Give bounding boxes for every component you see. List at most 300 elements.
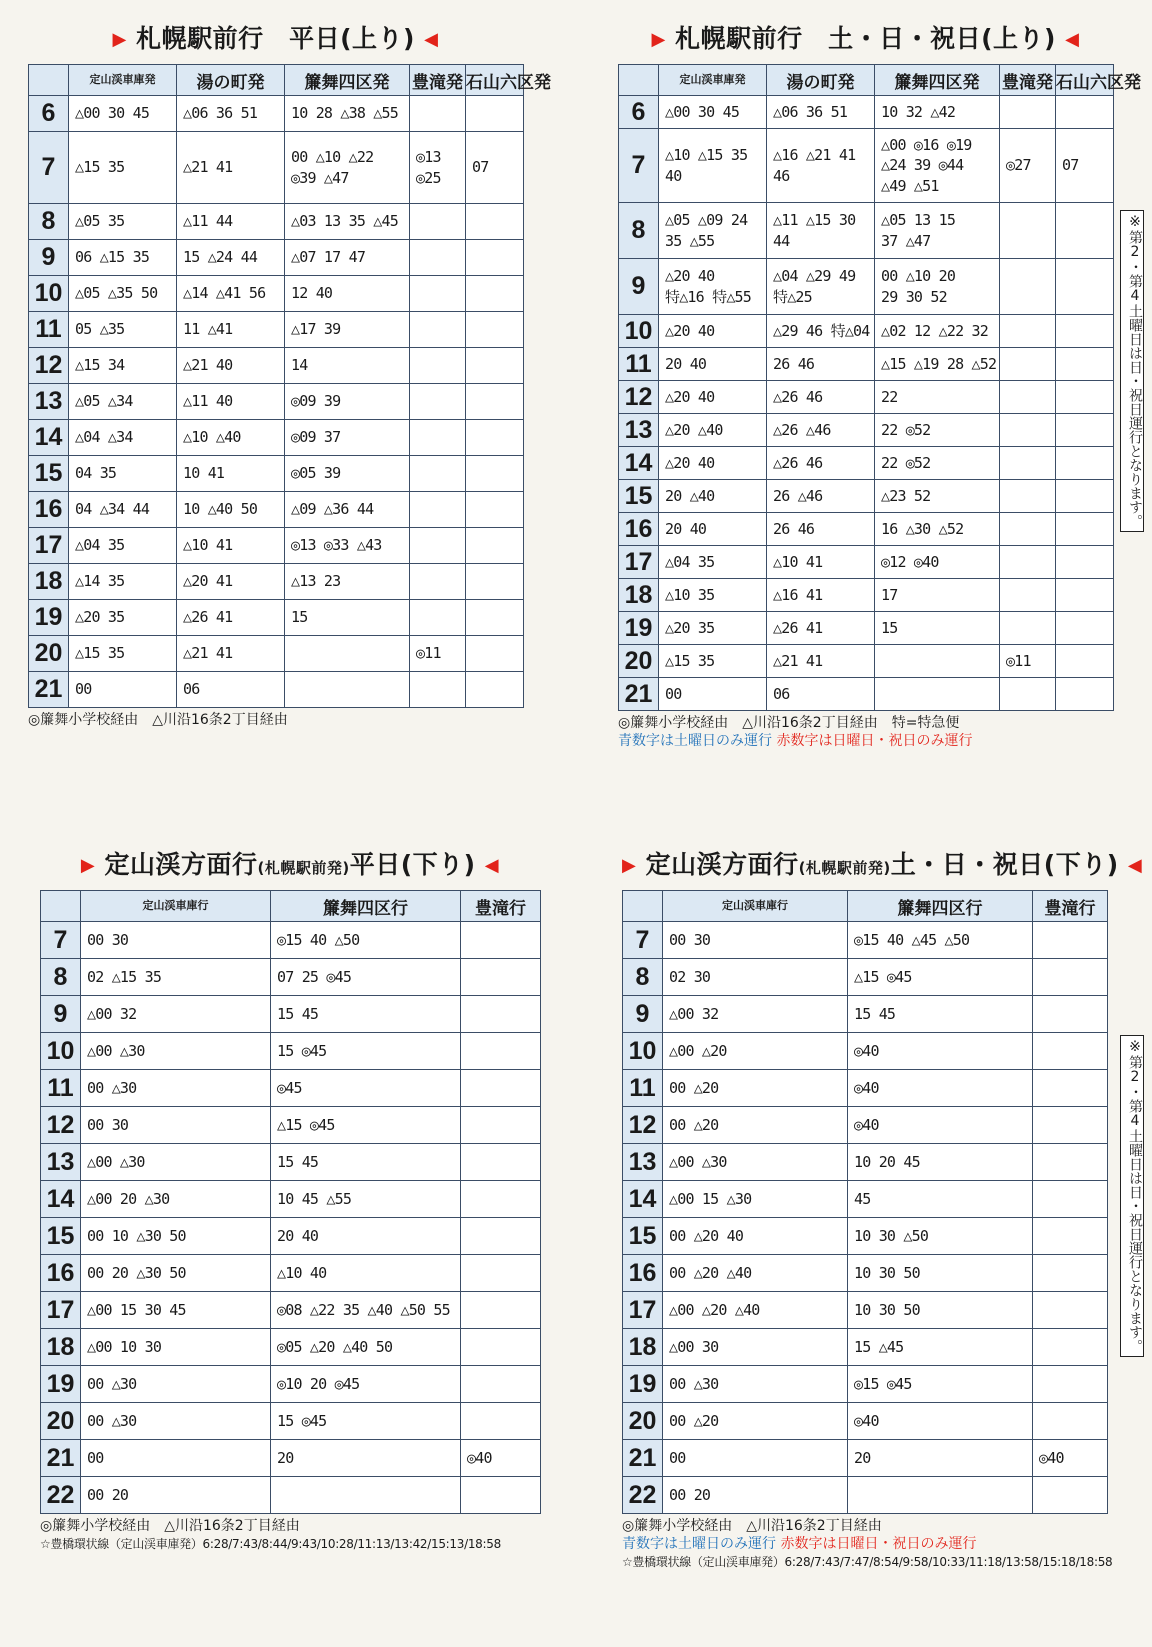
table-row [619,259,1114,315]
column-header: 簾舞四区行 [271,891,461,922]
time-cell: 06 [767,678,875,711]
time-cell: △00 15 △30 [663,1181,848,1218]
hour-cell: 17 [619,546,659,579]
time-cell [466,240,524,276]
time-cell: 20 40 [659,513,767,546]
table-row [41,1144,541,1181]
time-cell: △10 41 [767,546,875,579]
time-cell [466,636,524,672]
time-cell: 00 [663,1440,848,1477]
time-cell: 00 △20 [663,1107,848,1144]
time-cell: △10 △15 35 40 [659,129,767,203]
time-cell [1056,259,1114,315]
time-cell: △20 41 [177,564,285,600]
time-cell: 02 30 [663,959,848,996]
time-cell: △00 △30 [81,1033,271,1070]
time-cell [1056,348,1114,381]
time-cell [1033,1181,1108,1218]
time-cell: △14 35 [69,564,177,600]
time-cell: 20 △40 [659,480,767,513]
time-cell [1000,612,1056,645]
timetable [28,64,551,708]
table-row [619,315,1114,348]
time-cell: △15 ◎45 [848,959,1033,996]
time-cell: 26 46 [767,348,875,381]
table-row [619,129,1114,203]
time-cell: 00 [69,672,177,708]
table-row [29,564,524,600]
table-row [619,381,1114,414]
hour-cell: 19 [41,1366,81,1403]
hour-cell: 20 [619,645,659,678]
table-row [29,276,524,312]
hour-cell: 15 [623,1218,663,1255]
table-row [41,1477,541,1514]
time-cell [461,1144,541,1181]
hour-cell: 18 [29,564,69,600]
time-cell: △10 △40 [177,420,285,456]
time-cell [466,672,524,708]
time-cell: 00 20 △30 50 [81,1255,271,1292]
table-row [619,513,1114,546]
table-row [41,996,541,1033]
time-cell [1033,1403,1108,1440]
table-row [29,384,524,420]
time-cell [1000,513,1056,546]
hour-cell: 19 [29,600,69,636]
hour-cell: 15 [29,456,69,492]
time-cell [1056,96,1114,129]
time-cell: 22 [875,381,1000,414]
time-cell: △15 35 [659,645,767,678]
hour-cell: 9 [41,996,81,1033]
time-cell: △21 41 [767,645,875,678]
time-cell [466,384,524,420]
time-cell [461,1033,541,1070]
time-cell [1056,579,1114,612]
time-cell: 15 ◎45 [271,1403,461,1440]
time-cell [410,672,466,708]
time-cell: △26 46 [767,381,875,414]
time-cell [1056,447,1114,480]
hour-cell: 7 [29,132,69,204]
hour-cell: 6 [619,96,659,129]
panel-title: ▶ 札幌駅前行 平日(上り) ◀ [112,24,439,53]
time-cell: △04 △34 [69,420,177,456]
hour-cell: 12 [623,1107,663,1144]
time-cell [461,922,541,959]
time-cell [466,492,524,528]
time-cell [461,1329,541,1366]
legend: ◎簾舞小学校経由 △川沿16条2丁目経由 [40,1518,300,1534]
time-cell: 00 △30 [81,1403,271,1440]
legend: ◎簾舞小学校経由 △川沿16条2丁目経由 [28,712,288,728]
table-row [29,672,524,708]
time-cell [410,528,466,564]
time-cell: △00 10 30 [81,1329,271,1366]
table-row [623,1366,1108,1403]
time-cell: 17 [875,579,1000,612]
time-cell [466,528,524,564]
table-row [623,1477,1108,1514]
time-cell: 26 46 [767,513,875,546]
table-row [623,1292,1108,1329]
time-cell [1000,447,1056,480]
time-cell [410,276,466,312]
table-row [623,1033,1108,1070]
time-cell: 00 30 [663,922,848,959]
time-cell: 00 △10 20 29 30 52 [875,259,1000,315]
time-cell: 00 10 △30 50 [81,1218,271,1255]
hour-cell: 9 [619,259,659,315]
time-cell: △03 13 35 △45 [285,204,410,240]
time-cell [466,564,524,600]
time-cell: 00 △10 △22 ◎39 △47 [285,132,410,204]
hour-cell: 15 [41,1218,81,1255]
time-cell: 00 △30 [663,1366,848,1403]
time-cell [410,348,466,384]
time-cell: ◎08 △22 35 △40 △50 55 [271,1292,461,1329]
time-cell [1000,480,1056,513]
time-cell: 06 [177,672,285,708]
time-cell: △11 40 [177,384,285,420]
time-cell: △00 30 45 [659,96,767,129]
time-cell [1056,315,1114,348]
table-row [623,922,1108,959]
column-header: 定山渓車庫行 [663,891,848,922]
table-row [29,420,524,456]
time-cell: 26 △46 [767,480,875,513]
color-legend: 青数字は土曜日のみ運行 赤数字は日曜日・祝日のみ運行 [618,733,973,749]
hour-cell: 20 [29,636,69,672]
table-row [623,1218,1108,1255]
column-header: 簾舞四区発 [875,65,1000,96]
hour-cell: 11 [623,1070,663,1107]
time-cell: 10 △40 50 [177,492,285,528]
triangle-left-icon: ◀ [424,29,439,50]
time-cell [410,240,466,276]
time-cell: △26 46 [767,447,875,480]
table-row [41,1292,541,1329]
legend: ◎簾舞小学校経由 △川沿16条2丁目経由 [622,1518,882,1534]
time-cell: ◎40 [848,1403,1033,1440]
time-cell [461,959,541,996]
time-cell: △21 40 [177,348,285,384]
time-cell [1033,922,1108,959]
time-cell: △20 40 [659,381,767,414]
hour-cell: 6 [29,96,69,132]
time-cell: 11 △41 [177,312,285,348]
time-cell: △04 35 [69,528,177,564]
time-cell [1033,1218,1108,1255]
hour-cell: 17 [41,1292,81,1329]
time-cell: ◎13 ◎25 [410,132,466,204]
time-cell [1056,645,1114,678]
hour-cell: 13 [29,384,69,420]
time-cell [410,420,466,456]
time-cell: △04 35 [659,546,767,579]
time-cell: △16 41 [767,579,875,612]
time-cell: △20 40 [659,447,767,480]
time-cell [1056,414,1114,447]
table-row [41,1255,541,1292]
time-cell: 00 20 [81,1477,271,1514]
hour-cell: 12 [41,1107,81,1144]
table-row [41,1218,541,1255]
table-row [623,1440,1108,1477]
column-header: 豊滝発 [1000,65,1056,96]
time-cell: 10 30 50 [848,1255,1033,1292]
time-cell: 10 41 [177,456,285,492]
time-cell: △26 41 [767,612,875,645]
table-row [623,1144,1108,1181]
header-hour [623,891,663,922]
time-cell: 00 30 [81,1107,271,1144]
time-cell: △10 35 [659,579,767,612]
time-cell [466,204,524,240]
table-row [41,1403,541,1440]
time-cell: 20 40 [659,348,767,381]
hour-cell: 12 [619,381,659,414]
column-header: 簾舞四区発 [285,65,410,96]
time-cell: 07 25 ◎45 [271,959,461,996]
time-cell [466,96,524,132]
time-cell: ◎05 △20 △40 50 [271,1329,461,1366]
hour-cell: 10 [41,1033,81,1070]
hour-cell: 7 [623,922,663,959]
table-row [29,348,524,384]
time-cell [1056,203,1114,259]
table-row [623,1070,1108,1107]
time-cell: △10 41 [177,528,285,564]
time-cell: 22 ◎52 [875,414,1000,447]
time-cell: △00 20 △30 [81,1181,271,1218]
column-header: 定山渓車庫行 [81,891,271,922]
time-cell: 00 20 [663,1477,848,1514]
column-header: 湯の町発 [177,65,285,96]
hour-cell: 19 [619,612,659,645]
time-cell: ◎40 [461,1440,541,1477]
table-row [29,600,524,636]
time-cell: △20 35 [69,600,177,636]
panel-weekday-up [28,22,551,729]
time-cell [1033,1292,1108,1329]
hour-cell: 17 [29,528,69,564]
column-header: 豊滝行 [1033,891,1108,922]
column-header: 湯の町発 [767,65,875,96]
hour-cell: 8 [619,203,659,259]
time-cell: △05 △35 50 [69,276,177,312]
time-cell: 00 △20 [663,1070,848,1107]
hour-cell: 16 [29,492,69,528]
time-cell: △29 46 特△04 [767,315,875,348]
time-cell [466,348,524,384]
hour-cell: 20 [623,1403,663,1440]
time-cell: 00 △20 [663,1403,848,1440]
time-cell: ◎12 ◎40 [875,546,1000,579]
panel-title: ▶ 定山渓方面行(札幌駅前発)土・日・祝日(下り) ◀ [622,850,1143,879]
time-cell [461,1255,541,1292]
time-cell [285,672,410,708]
hour-cell: 9 [623,996,663,1033]
time-cell [1000,678,1056,711]
time-cell: 04 △34 44 [69,492,177,528]
triangle-left-icon: ◀ [1065,29,1080,50]
time-cell: 00 [81,1440,271,1477]
time-cell [1056,678,1114,711]
table-row [41,1070,541,1107]
time-cell: ◎15 ◎45 [848,1366,1033,1403]
time-cell [461,1292,541,1329]
triangle-right-icon: ▶ [622,855,637,876]
time-cell: 00 [659,678,767,711]
panel-title: ▶ 札幌駅前行 土・日・祝日(上り) ◀ [651,24,1080,53]
time-cell: △05 △34 [69,384,177,420]
hour-cell: 10 [619,315,659,348]
time-cell [410,384,466,420]
time-cell: △20 40 [659,315,767,348]
hour-cell: 18 [623,1329,663,1366]
table-row [619,96,1114,129]
time-cell [410,492,466,528]
time-cell: ◎10 20 ◎45 [271,1366,461,1403]
time-cell: 06 △15 35 [69,240,177,276]
saturday-note: ※第2・第4土曜日は日・祝日運行となります。 [1120,210,1144,532]
table-row [29,132,524,204]
time-cell: 22 ◎52 [875,447,1000,480]
header-hour [29,65,69,96]
time-cell: ◎11 [410,636,466,672]
time-cell: △16 △21 41 46 [767,129,875,203]
time-cell: 20 [848,1440,1033,1477]
time-cell: 02 △15 35 [81,959,271,996]
time-cell: ◎45 [271,1070,461,1107]
time-cell: △00 32 [663,996,848,1033]
hour-cell: 8 [41,959,81,996]
hour-cell: 11 [619,348,659,381]
hour-cell: 22 [623,1477,663,1514]
time-cell: 05 △35 [69,312,177,348]
loop-line-note: ☆豊橋環状線（定山渓車庫発）6:28/7:43/7:47/8:54/9:58/10:33/11:18/13:58/15:18/18:58 [622,1555,1113,1569]
time-cell [1056,612,1114,645]
time-cell: 04 35 [69,456,177,492]
time-cell: 07 [466,132,524,204]
time-cell: 00 △30 [81,1070,271,1107]
time-cell [1000,414,1056,447]
table-row [41,959,541,996]
hour-cell: 13 [41,1144,81,1181]
table-row [623,1329,1108,1366]
legend: ◎簾舞小学校経由 △川沿16条2丁目経由 特=特急便 [618,715,960,731]
time-cell: 10 28 △38 △55 [285,96,410,132]
loop-line-note: ☆豊橋環状線（定山渓車庫発）6:28/7:43/8:44/9:43/10:28/11:13/13:42/15:13/18:58 [40,1537,501,1551]
header-row [29,65,524,96]
time-cell: △21 41 [177,132,285,204]
time-cell: △23 52 [875,480,1000,513]
hour-cell: 7 [619,129,659,203]
hour-cell: 21 [623,1440,663,1477]
time-cell [466,456,524,492]
hour-cell: 9 [29,240,69,276]
time-cell [410,204,466,240]
time-cell [461,1070,541,1107]
time-cell [1033,959,1108,996]
column-header: 石山六区発 [1056,65,1114,96]
hour-cell: 12 [29,348,69,384]
table-row [41,1181,541,1218]
time-cell [461,1403,541,1440]
time-cell [285,636,410,672]
hour-cell: 7 [41,922,81,959]
table-row [29,636,524,672]
table-row [41,1107,541,1144]
time-cell: ◎40 [848,1070,1033,1107]
time-cell: △15 34 [69,348,177,384]
hour-cell: 15 [619,480,659,513]
time-cell: △04 △29 49 特△25 [767,259,875,315]
table-row [619,203,1114,259]
time-cell: △15 35 [69,132,177,204]
timetable [40,890,541,1514]
table-row [619,447,1114,480]
time-cell [410,564,466,600]
time-cell [848,1477,1033,1514]
table-row [41,922,541,959]
table-row [619,546,1114,579]
table-row [41,1033,541,1070]
table-row [29,240,524,276]
time-cell: △09 △36 44 [285,492,410,528]
time-cell: △11 △15 30 44 [767,203,875,259]
time-cell [1000,315,1056,348]
time-cell: △20 △40 [659,414,767,447]
time-cell: △11 44 [177,204,285,240]
time-cell [1033,1033,1108,1070]
time-cell: 15 ◎45 [271,1033,461,1070]
column-header: 豊滝行 [461,891,541,922]
time-cell: 20 40 [271,1218,461,1255]
time-cell: △15 ◎45 [271,1107,461,1144]
table-row [41,1366,541,1403]
time-cell: △26 41 [177,600,285,636]
time-cell [466,312,524,348]
time-cell [1000,348,1056,381]
time-cell [1056,480,1114,513]
time-cell: △17 39 [285,312,410,348]
time-cell: △00 △30 [81,1144,271,1181]
time-cell [1033,1255,1108,1292]
hour-cell: 8 [623,959,663,996]
time-cell: △07 17 47 [285,240,410,276]
column-header: 石山六区発 [466,65,524,96]
triangle-left-icon: ◀ [484,855,500,876]
time-cell [1033,1070,1108,1107]
time-cell: 10 32 △42 [875,96,1000,129]
time-cell: 15 [285,600,410,636]
time-cell [461,1477,541,1514]
time-cell: 10 45 △55 [271,1181,461,1218]
hour-cell: 22 [41,1477,81,1514]
time-cell [875,678,1000,711]
header-row [41,891,541,922]
table-row [29,528,524,564]
header-hour [41,891,81,922]
time-cell [1056,381,1114,414]
column-header: 定山渓車庫発 [659,65,767,96]
time-cell: 00 △30 [81,1366,271,1403]
table-row [623,996,1108,1033]
table-row [619,348,1114,381]
